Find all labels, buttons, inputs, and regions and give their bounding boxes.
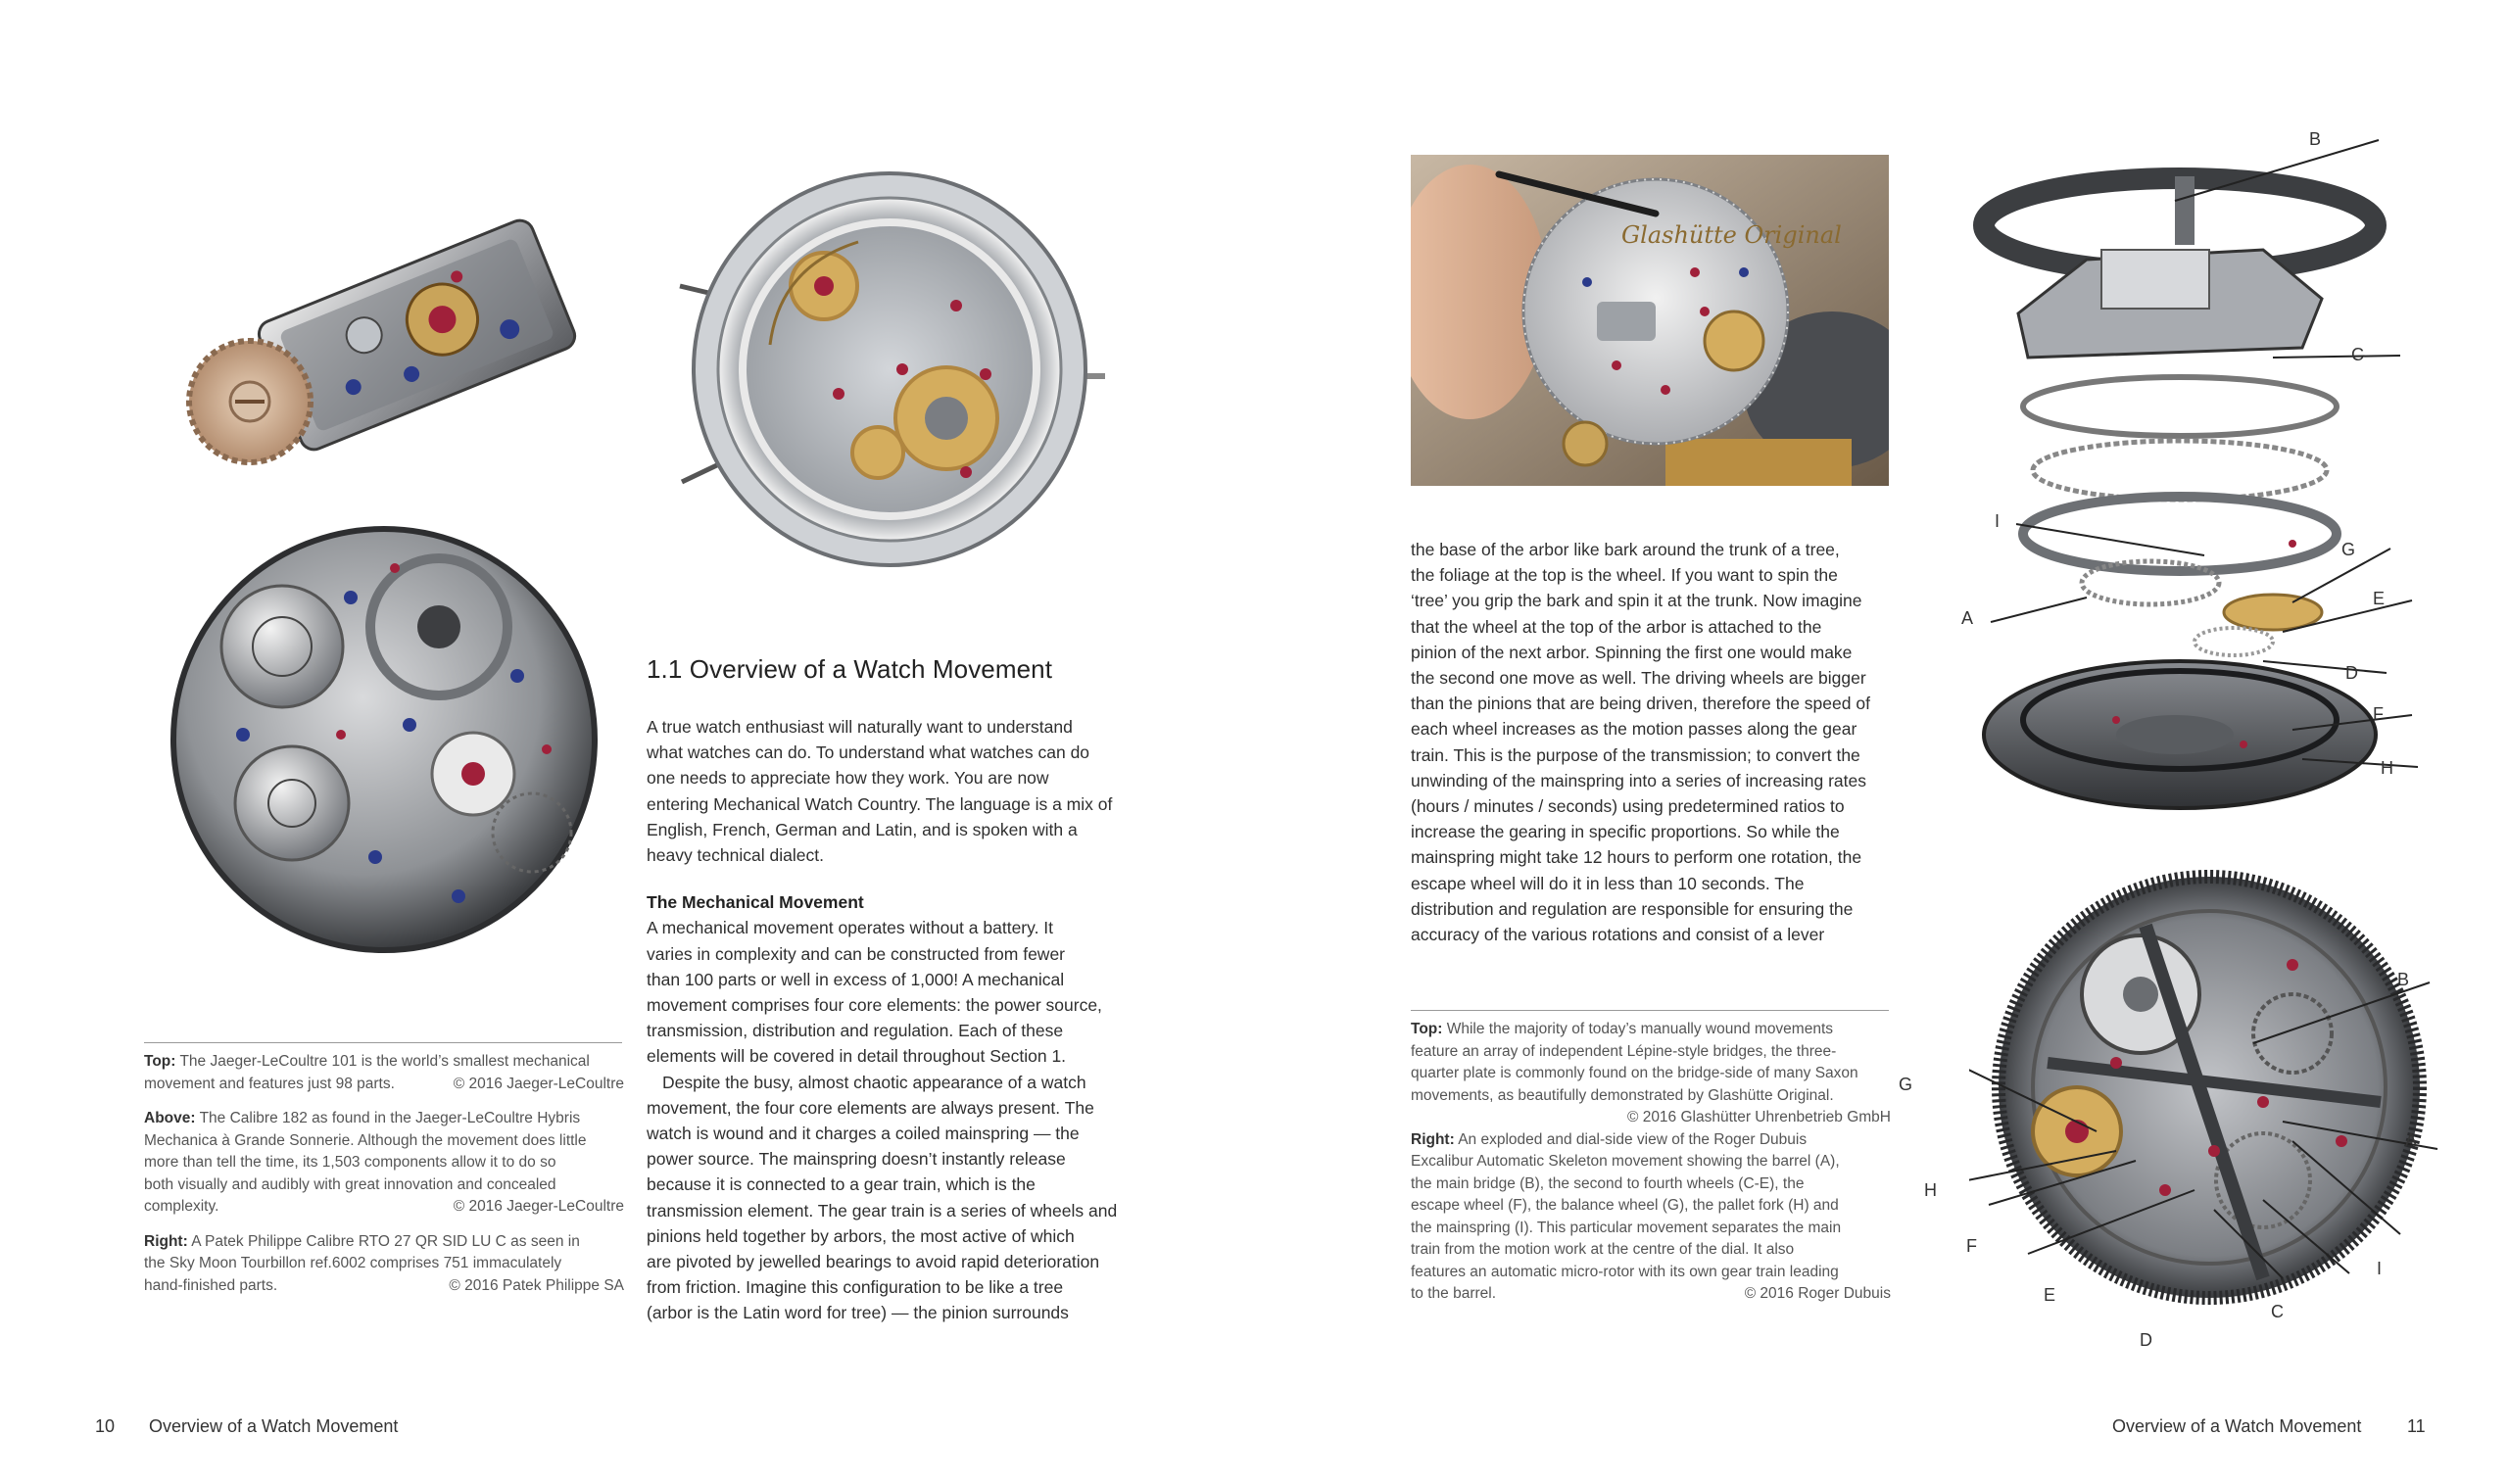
exploded-label-e: E — [2373, 589, 2386, 608]
dial-label-f: F — [1966, 1236, 1977, 1256]
caption-right: Right: A Patek Philippe Calibre RTO 27 QR SID LU C as seen in the Sky Moon Tourbillon ref.6002 comprises 751 immaculately hand-finished parts. © 2016 Patek Philippe SA — [144, 1232, 624, 1294]
caption-above: Above: The Calibre 182 as found in the Jaeger-LeCoultre Hybris Mechanica à Grande Sonnerie. Although the movement does little more than tell the time, its 1,503 components allow it to do so both visually and audibly with great innovation and concealed complexity. © 2016 Jaeger-LeCoultre — [144, 1110, 624, 1215]
mechanical-movement-subheading: The Mechanical Movement — [647, 892, 864, 913]
exploded-label-f: F — [2373, 704, 2384, 724]
calibre-182-illustration — [145, 509, 623, 968]
intro-paragraph: A true watch enthusiast will naturally want to understand what watches can do. To understand what watches can do one needs to appreciate how they work. You are now entering Mechanical Watch Country. The language is a mix of English, French, German and Latin, and is spoken with a heavy technical dialect. — [647, 717, 1113, 866]
exploded-label-h: H — [2381, 758, 2393, 778]
patek-rto27-photo — [662, 149, 1113, 580]
left-body-column — [647, 714, 1136, 1326]
exploded-label-c: C — [2351, 345, 2364, 364]
skeleton-dial-illustration — [1969, 867, 2439, 1317]
left-captions — [144, 1051, 624, 1310]
exploded-diagram — [1969, 132, 2439, 857]
right-running-title: Overview of a Watch Movement — [2112, 1416, 2362, 1436]
jlc-101-photo — [157, 201, 598, 485]
caption-roger-dubuis: Right: An exploded and dial-side view of the Roger Dubuis Excalibur Automatic Skeleton movement showing the barrel (A), the main bridge (B), the second to fourth wheels (C-E), the escape wheel (F), the balance wheel (G), the pallet fork (H) and the mainspring (I). This particular movement separates the main train from the motion work at the centre of the dial. It also features an automatic micro-rotor with its own gear train leading to the barrel. © 2016 Roger Dubuis — [1411, 1130, 1891, 1302]
dial-label-d: D — [2140, 1330, 2152, 1350]
right-page-number: 11 — [2407, 1416, 2426, 1436]
caption-glashutte: Top: While the majority of today’s manually wound movements feature an array of independent Lépine-style bridges, the three- quarter plate is commonly found on the bridge-side of many Saxon movements, as beautifully demonstrated by Glashütte Original. © 2016 Glashütter Uhrenbetrieb GmbH — [1411, 1021, 1891, 1125]
dial-label-c: C — [2271, 1302, 2284, 1321]
dial-label-i: I — [2377, 1259, 2383, 1278]
dial-label-e: E — [2044, 1285, 2056, 1305]
dial-label-b: B — [2397, 970, 2410, 989]
exploded-label-d: D — [2345, 663, 2358, 683]
dial-label-g: G — [1899, 1075, 1913, 1094]
exploded-label-i: I — [1995, 511, 2001, 531]
right-captions — [1411, 1019, 1891, 1318]
exploded-label-a: A — [1961, 608, 1974, 628]
glashutte-photo — [1411, 155, 1889, 486]
exploded-label-b: B — [2309, 129, 2322, 149]
skeleton-dial-diagram — [1969, 867, 2439, 1317]
jlc-101-illustration — [157, 201, 598, 485]
right-caption-rule — [1411, 1010, 1889, 1011]
left-running-title: Overview of a Watch Movement — [149, 1416, 399, 1436]
paragraph-1: A mechanical movement operates without a battery. It varies in complexity and can be constructed from fewer than 100 parts or well in excess of 1,000! A mechanical movement comprises four core elements: the power source, transmission, distribution and regulation. Each of these elements will be covered in detail throughout Section 1. — [647, 918, 1102, 1067]
dial-label-h: H — [1924, 1180, 1937, 1200]
left-caption-rule — [144, 1042, 622, 1043]
glashutte-illustration — [1411, 155, 1889, 486]
dial-label-a: A — [2405, 1130, 2418, 1150]
calibre-182-photo — [145, 509, 623, 968]
exploded-diagram-illustration — [1969, 132, 2439, 857]
patek-rto27-illustration — [662, 149, 1113, 580]
glashutte-logo-text: Glashütte Original — [1621, 221, 1842, 249]
caption-top: Top: The Jaeger-LeCoultre 101 is the world’s smallest mechanical movement and features just 98 parts. © 2016 Jaeger-LeCoultre — [144, 1053, 624, 1092]
left-page-number: 10 — [95, 1416, 116, 1436]
section-heading: 1.1 Overview of a Watch Movement — [647, 654, 1053, 684]
exploded-label-g: G — [2341, 540, 2356, 559]
paragraph-2: Despite the busy, almost chaotic appearance of a watch movement, the four core elements are always present. The watch is wound and it charges a coiled mainspring — the power source. The mainspring doesn’t instantly release because it is connected to a gear train, which is the transmission element. The gear train is a series of wheels and pinions held together by arbors, the most active of which are pivoted by jewelled bearings to avoid rapid deterioration from friction. Imagine this configuration to be like a tree (arbor is the Latin word for tree) — the pinion surrounds — [647, 1072, 1118, 1323]
right-body-column: the base of the arbor like bark around the trunk of a tree, the foliage at the top is the wheel. If you want to spin the ‘tree’ you grip the bark and spin it at the trunk. Now imagine that the wheel at the top of the arbor is attached to the pinion of the next arbor. Spinning the first one would make the second one move as well. The driving wheels are bigger than the pinions that are being driven, therefore the speed of each wheel increases as the motion passes along the gear train. This is the purpose of the transmission; to convert the unwinding of the mainspring into a series of increasing rates (hours / minutes / seconds) using predetermined ratios to increase the gearing in specific proportions. So while the mainspring might take 12 hours to perform one rotation, the escape wheel will do it in less than 10 seconds. The distribution and regulation are responsible for ensuring the accuracy of the various rotations and consist of a lever — [1411, 540, 1870, 945]
